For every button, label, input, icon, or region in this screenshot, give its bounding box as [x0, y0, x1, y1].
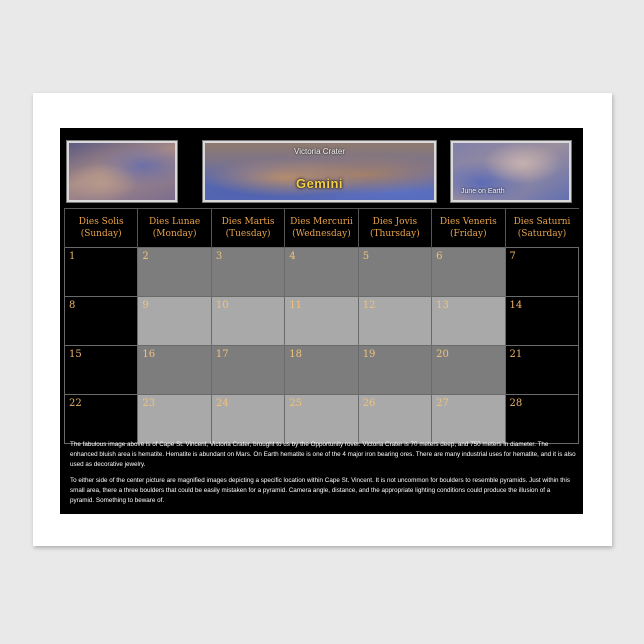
day-cell: 20 — [432, 346, 505, 395]
day-cell: 3 — [211, 248, 284, 297]
day-cell: 6 — [432, 248, 505, 297]
calendar-grid — [64, 208, 579, 444]
header-thursday: Dies Jovis (Thursday) — [358, 209, 431, 248]
header-friday: Dies Veneris (Friday) — [432, 209, 505, 248]
weekday-header-row — [65, 209, 579, 248]
header-monday: Dies Lunae (Monday) — [138, 209, 211, 248]
header-saturday: Dies Saturni (Saturday) — [505, 209, 578, 248]
day-cell: 7 — [505, 248, 578, 297]
day-cell: 12 — [358, 297, 431, 346]
center-mars-photo — [203, 141, 436, 202]
day-cell: 25 — [285, 395, 358, 444]
right-photo-caption: June on Earth — [461, 188, 505, 195]
day-cell: 17 — [211, 346, 284, 395]
day-cell: 14 — [505, 297, 578, 346]
day-cell: 10 — [211, 297, 284, 346]
description-paragraph-1: The fabulous image above is of Cape St. Vincent, Victoria Crater, brought to us by the Opportunity rover. Victoria Crater is 70 meters deep, and 750 meters in diameter. The enhanced bluish area is hematite. Hematite is abundant on Mars. On Earth hematite is one of the 4 major iron bearing ores. There are many industrial uses for hematite, and it is also used as decorative jewelry. — [70, 441, 576, 468]
day-cell: 11 — [285, 297, 358, 346]
week-row — [65, 248, 579, 297]
day-cell: 9 — [138, 297, 211, 346]
header-wednesday: Dies Mercurii (Wednesday) — [285, 209, 358, 248]
day-cell: 4 — [285, 248, 358, 297]
week-row — [65, 346, 579, 395]
day-cell: 23 — [138, 395, 211, 444]
day-cell: 1 — [65, 248, 138, 297]
day-cell: 16 — [138, 346, 211, 395]
day-cell: 8 — [65, 297, 138, 346]
day-cell: 13 — [432, 297, 505, 346]
header-tuesday: Dies Martis (Tuesday) — [211, 209, 284, 248]
description — [70, 440, 576, 512]
day-cell: 27 — [432, 395, 505, 444]
week-row — [65, 297, 579, 346]
day-cell: 18 — [285, 346, 358, 395]
day-cell: 15 — [65, 346, 138, 395]
header-sunday: Dies Solis (Sunday) — [65, 209, 138, 248]
day-cell: 21 — [505, 346, 578, 395]
day-cell: 19 — [358, 346, 431, 395]
month-title: Gemini — [295, 176, 344, 191]
description-paragraph-2: To either side of the center picture are magnified images depicting a specific location within Cape St. Vincent. It is not uncommon for boulders to resemble pyramids. Just within this small area, there a three boulders that could be easily mistaken for a pyramid. Camera angle, distance, and the appropriate lighting conditions could produce the illusion of a pyramid. Something to beware of. — [70, 477, 571, 504]
week-row — [65, 395, 579, 444]
day-cell: 26 — [358, 395, 431, 444]
day-cell: 2 — [138, 248, 211, 297]
day-cell: 24 — [211, 395, 284, 444]
left-mars-photo — [67, 141, 177, 202]
day-cell: 28 — [505, 395, 578, 444]
right-mars-photo — [451, 141, 571, 202]
day-cell: 5 — [358, 248, 431, 297]
day-cell: 22 — [65, 395, 138, 444]
center-photo-caption: Victoria Crater — [294, 147, 345, 156]
